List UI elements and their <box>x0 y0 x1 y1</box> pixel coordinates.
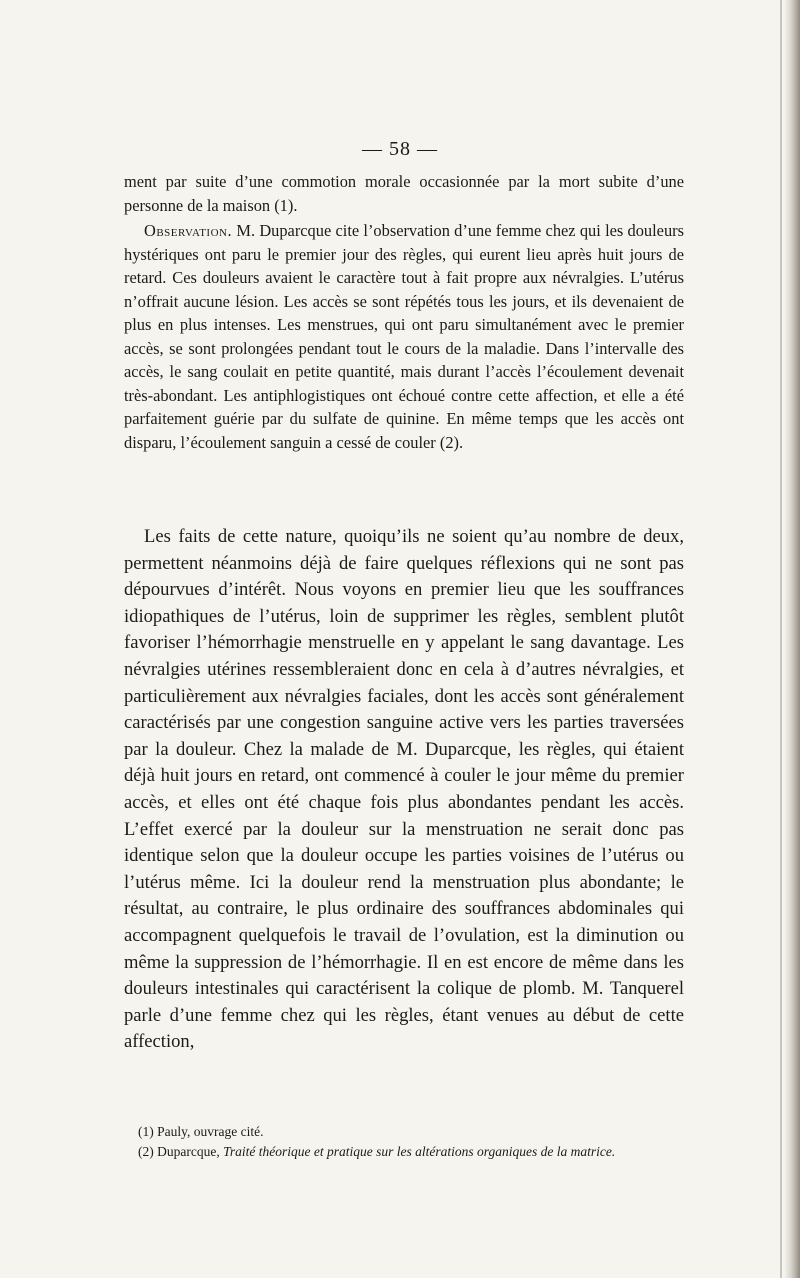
observation-paragraph <box>124 219 684 454</box>
observation-text: M. Duparcque cite l’observation d’une femme chez qui les douleurs hystériques ont paru le premier jour des règles, qui eurent lieu après huit jours de retard. Ces douleurs avaient le caractère tout à fait propre aux névralgies. L’utérus n’offrait aucune lésion. Les accès se sont répétés tous les jours, et ils devenaient de plus en plus intenses. Les menstrues, qui ont paru simultanément avec le premier accès, se sont prolongées pendant tout le cours de la maladie. Dans l’intervalle des accès, le sang coulait en petite quantité, mais durant l’accès l’écoulement devenait très-abondant. Les antiphlogistiques ont échoué contre cette affection, et elle a été parfaitement guérie par du sulfate de quinine. En même temps que les accès ont disparu, l’écoulement sanguin a cessé de couler (2). <box>124 221 684 452</box>
intro-paragraph: ment par suite d’une commotion morale occasionnée par la mort subite d’une personne de la maison (1). <box>124 172 684 215</box>
footnote-1: (1) Pauly, ouvrage cité. <box>138 1124 264 1139</box>
page-number: — 58 — <box>362 138 438 160</box>
footnote-2-title: Traité théorique et pratique sur les altérations organiques de la matrice. <box>223 1143 616 1159</box>
footnotes <box>124 1122 684 1161</box>
footnote-2 <box>124 1142 684 1162</box>
footnote-2-prefix: (2) Duparcque, <box>138 1143 224 1159</box>
main-paragraph: Les faits de cette nature, quoiqu’ils ne soient qu’au nombre de deux, permettent néanmoins déjà de faire quelques réflexions qui ne sont pas dépourvues d’intérêt. Nous voyons en premier lieu que les souffrances idiopathiques de l’utérus, loin de supprimer les règles, semblent plutôt favoriser l’hémorrhagie menstruelle en y appelant le sang davantage. Les névralgies utérines ressembleraient donc en cela à d’autres névralgies, et particulièrement aux névralgies faciales, dont les accès sont généralement caractérisés par une congestion sanguine active vers les parties traversées par la douleur. Chez la malade de M. Duparcque, les règles, qui étaient déjà huit jours en retard, ont commencé à couler le jour même du premier accès, et elles ont été chaque fois plus abondantes pendant les accès. L’effet exercé par la douleur sur la menstruation ne serait donc pas identique selon que la douleur occupe les parties voisines de l’utérus ou l’utérus même. Ici la douleur rend la menstruation plus abondante; le résultat, au contraire, le plus ordinaire des souffrances abdominales qui accompagnent quelquefois le travail de l’ovulation, est la diminution ou même la suppression de l’hémorrhagie. Il en est encore de même dans les douleurs intestinales qui caractérisent la colique de plomb. M. Tanquerel parle d’une femme chez qui les règles, étant venues au début de cette affection, <box>124 526 684 1053</box>
observation-label: Observation. <box>144 221 233 240</box>
page-edge-shadow <box>784 0 800 1278</box>
page-shadow-line <box>780 0 782 1278</box>
